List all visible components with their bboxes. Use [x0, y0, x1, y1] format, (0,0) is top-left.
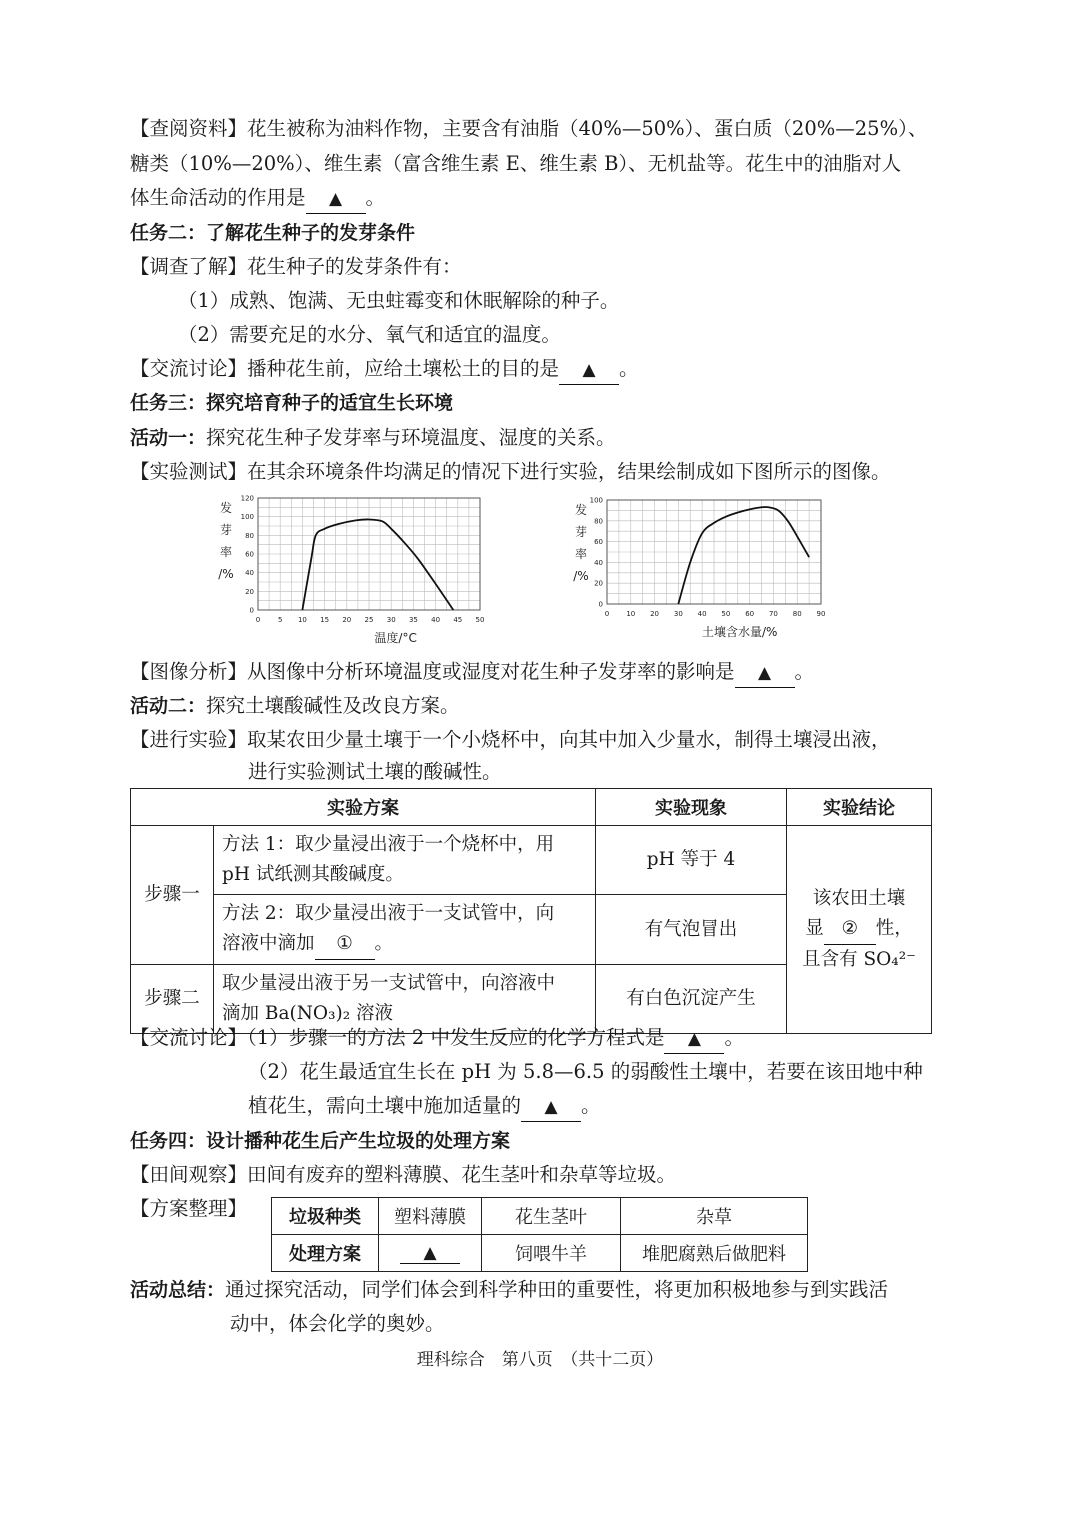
y-tick-label: 0 [249, 606, 254, 615]
y-tick-label: 80 [594, 517, 603, 526]
waste-type-header: 垃圾种类 [272, 1198, 379, 1235]
info-line-1: 【查阅资料】花生被称为油料作物，主要含有油脂（40%—50%）、蛋白质（20%—25%）、 [130, 117, 928, 140]
info-line-3 [130, 184, 385, 214]
temperature-chart-svg [212, 492, 502, 650]
x-tick-label: 80 [792, 610, 802, 618]
header-plan: 实验方案 [131, 789, 596, 826]
activity1-line [130, 424, 616, 452]
step2-line-a: 取少量浸出液于另一支试管中，向溶液中 [222, 973, 556, 994]
observation-2: 有气泡冒出 [596, 895, 787, 965]
moisture-chart [567, 492, 847, 650]
method1-line-b: pH 试纸测其酸碱度。 [222, 864, 404, 885]
conclusion-line-3: 且含有 SO₄²⁻ [802, 949, 916, 970]
discussion-line-1 [130, 355, 639, 385]
condition-1: （1）成熟、饱满、无虫蛀霉变和休眠解除的种子。 [178, 289, 620, 312]
observation-1: pH 等于 4 [596, 826, 787, 895]
discussion2-line-1 [130, 1024, 744, 1054]
table-row [272, 1198, 808, 1235]
answer-blank[interactable] [306, 184, 366, 214]
y-axis-label: 率 [219, 545, 233, 559]
punct: 。 [365, 186, 386, 209]
triangle-icon: ▲ [687, 1029, 701, 1049]
observation-3: 有白色沉淀产生 [596, 965, 787, 1034]
blank-2[interactable]: ② [824, 914, 876, 945]
x-tick-label: 30 [673, 610, 683, 618]
punct: 。 [374, 933, 394, 954]
info-line-3-text: 体生命活动的作用是 [130, 186, 306, 209]
procedure-line-2: 进行实验测试土壤的酸碱性。 [248, 760, 502, 783]
plan-plastic[interactable] [379, 1235, 482, 1272]
x-tick-label: 30 [386, 616, 396, 624]
method2-text: 溶液中滴加 [222, 933, 315, 954]
x-tick-label: 20 [650, 610, 660, 618]
activity1-label: 活动一： [130, 427, 207, 449]
triangle-icon: ▲ [582, 360, 596, 380]
x-tick-label: 60 [745, 610, 755, 618]
blank-1[interactable]: ① [315, 929, 375, 960]
image-analysis-line [130, 658, 814, 688]
condition-2: （2）需要充足的水分、氧气和适宜的温度。 [178, 323, 561, 346]
x-tick-label: 40 [431, 616, 441, 624]
series-line [678, 507, 809, 604]
y-axis-label: 发 [574, 503, 588, 517]
header-conclusion: 实验结论 [787, 789, 932, 826]
field-observation-line: 【田间观察】田间有废弃的塑料薄膜、花生茎叶和杂草等垃圾。 [130, 1163, 677, 1186]
y-tick-label: 100 [240, 513, 254, 522]
x-tick-label: 40 [697, 610, 707, 618]
task2-heading: 任务二：了解花生种子的发芽条件 [130, 222, 416, 244]
series-line [302, 519, 453, 610]
activity2-text: 探究土壤酸碱性及改良方案。 [206, 694, 460, 717]
x-tick-label: 70 [768, 610, 778, 618]
table-row [272, 1235, 808, 1272]
table-row [131, 826, 932, 895]
x-tick-label: 20 [342, 616, 352, 624]
discussion2-text: 植花生，需向土壤中施加适量的 [248, 1094, 522, 1117]
x-axis-label: 土壤含水量/% [701, 625, 778, 639]
waste-table [271, 1197, 808, 1272]
triangle-icon: ▲ [328, 189, 343, 209]
punct: 。 [794, 660, 815, 683]
plan-header: 处理方案 [272, 1235, 379, 1272]
step2-line-b: 滴加 Ba(NO₃)₂ 溶液 [222, 1003, 394, 1024]
discussion2-text: 【交流讨论】（1）步骤一的方法 2 中发生反应的化学方程式是 [130, 1026, 665, 1049]
temperature-chart [212, 492, 502, 650]
answer-blank[interactable] [664, 1024, 724, 1054]
conclusion-line-1: 该农田土壤 [812, 888, 906, 909]
discussion2-line-2: （2）花生最适宜生长在 pH 为 5.8—6.5 的弱酸性土壤中，若要在该田地中种 [248, 1060, 923, 1083]
punct: 。 [581, 1094, 601, 1117]
conclusion-line-2 [795, 914, 923, 945]
plan-stems: 饲喂牛羊 [482, 1235, 621, 1272]
method1-cell [214, 826, 596, 895]
x-tick-label: 15 [320, 616, 330, 624]
x-tick-label: 90 [816, 610, 826, 618]
moisture-chart-svg [567, 492, 847, 650]
y-tick-label: 80 [245, 531, 254, 540]
experiment-table [130, 788, 932, 1034]
table-header-row [131, 789, 932, 826]
answer-blank[interactable] [559, 355, 619, 385]
plan-weeds: 堆肥腐熟后做肥料 [621, 1235, 808, 1272]
x-tick-label: 0 [604, 610, 610, 618]
triangle-icon: ▲ [757, 663, 772, 683]
x-tick-label: 10 [297, 616, 307, 624]
x-tick-label: 50 [475, 616, 485, 624]
x-axis-label: 温度/°C [374, 631, 417, 645]
task4-heading: 任务四：设计播种花生后产生垃圾的处理方案 [130, 1130, 511, 1152]
conclusion-text: 显 [805, 918, 824, 939]
y-axis-label: /% [218, 567, 234, 581]
x-tick-label: 35 [408, 616, 418, 624]
discussion2-line-3 [248, 1092, 601, 1122]
task3-heading: 任务三：探究培育种子的适宜生长环境 [130, 392, 454, 414]
x-tick-label: 45 [453, 616, 463, 624]
answer-blank[interactable] [521, 1092, 581, 1122]
x-tick-label: 10 [626, 610, 636, 618]
plan-label: 【方案整理】 [130, 1197, 248, 1220]
activity2-label: 活动二： [130, 695, 207, 717]
conclusion-text: 性， [875, 918, 913, 939]
triangle-icon: ▲ [400, 1243, 460, 1264]
survey-line: 【调查了解】花生种子的发芽条件有： [130, 255, 462, 278]
y-tick-label: 60 [245, 550, 254, 559]
x-tick-label: 0 [255, 616, 261, 624]
activity2-line [130, 692, 460, 720]
method2-line-a: 方法 2：取少量浸出液于一支试管中，向 [222, 903, 555, 924]
punct: 。 [619, 357, 639, 380]
summary-line-2: 动中，体会化学的奥妙。 [230, 1312, 445, 1335]
y-tick-label: 120 [240, 494, 254, 503]
waste-plastic: 塑料薄膜 [379, 1198, 482, 1235]
y-axis-label: 芽 [219, 523, 233, 537]
y-tick-label: 20 [245, 587, 254, 596]
y-axis-label: /% [573, 569, 589, 583]
experiment-test-line: 【实验测试】在其余环境条件均满足的情况下进行实验，结果绘制成如下图所示的图像。 [130, 460, 891, 483]
y-axis-label: 芽 [574, 525, 588, 539]
y-tick-label: 0 [598, 600, 603, 609]
method1-line-a: 方法 1：取少量浸出液于一个烧杯中，用 [222, 834, 555, 855]
method2-cell [214, 895, 596, 965]
y-tick-label: 60 [594, 538, 603, 547]
y-tick-label: 40 [594, 558, 603, 567]
step1-cell: 步骤一 [131, 826, 214, 965]
discussion-text: 【交流讨论】播种花生前，应给土壤松土的目的是 [130, 357, 560, 380]
y-tick-label: 40 [245, 569, 254, 578]
triangle-icon: ▲ [544, 1097, 558, 1117]
y-axis-label: 率 [574, 547, 588, 561]
y-tick-label: 100 [589, 496, 603, 505]
waste-stems: 花生茎叶 [482, 1198, 621, 1235]
conclusion-cell [787, 826, 932, 1034]
info-line-2: 糖类（10%—20%）、维生素（富含维生素 E、维生素 B）、无机盐等。花生中的油脂对人 [130, 152, 902, 175]
step2-cell: 步骤二 [131, 965, 214, 1034]
summary-label: 活动总结： [130, 1279, 226, 1301]
x-tick-label: 5 [277, 616, 283, 624]
summary-text: 通过探究活动，同学们体会到科学种田的重要性，将更加积极地参与到实践活 [225, 1278, 889, 1301]
header-phenomenon: 实验现象 [596, 789, 787, 826]
punct: 。 [724, 1026, 744, 1049]
method2-line-b [222, 929, 587, 960]
analysis-text: 【图像分析】从图像中分析环境温度或湿度对花生种子发芽率的影响是 [130, 660, 735, 683]
procedure-line-1: 【进行实验】取某农田少量土壤于一个小烧杯中，向其中加入少量水，制得土壤浸出液， [130, 728, 891, 751]
summary-line-1 [130, 1276, 888, 1304]
activity1-text: 探究花生种子发芽率与环境温度、湿度的关系。 [206, 426, 616, 449]
x-tick-label: 50 [721, 610, 731, 618]
x-tick-label: 25 [364, 616, 374, 624]
waste-weeds: 杂草 [621, 1198, 808, 1235]
page-footer: 理科综合 第八页 （共十二页） [416, 1350, 664, 1370]
y-axis-label: 发 [219, 501, 233, 515]
y-tick-label: 20 [594, 579, 603, 588]
answer-blank[interactable] [735, 658, 795, 688]
